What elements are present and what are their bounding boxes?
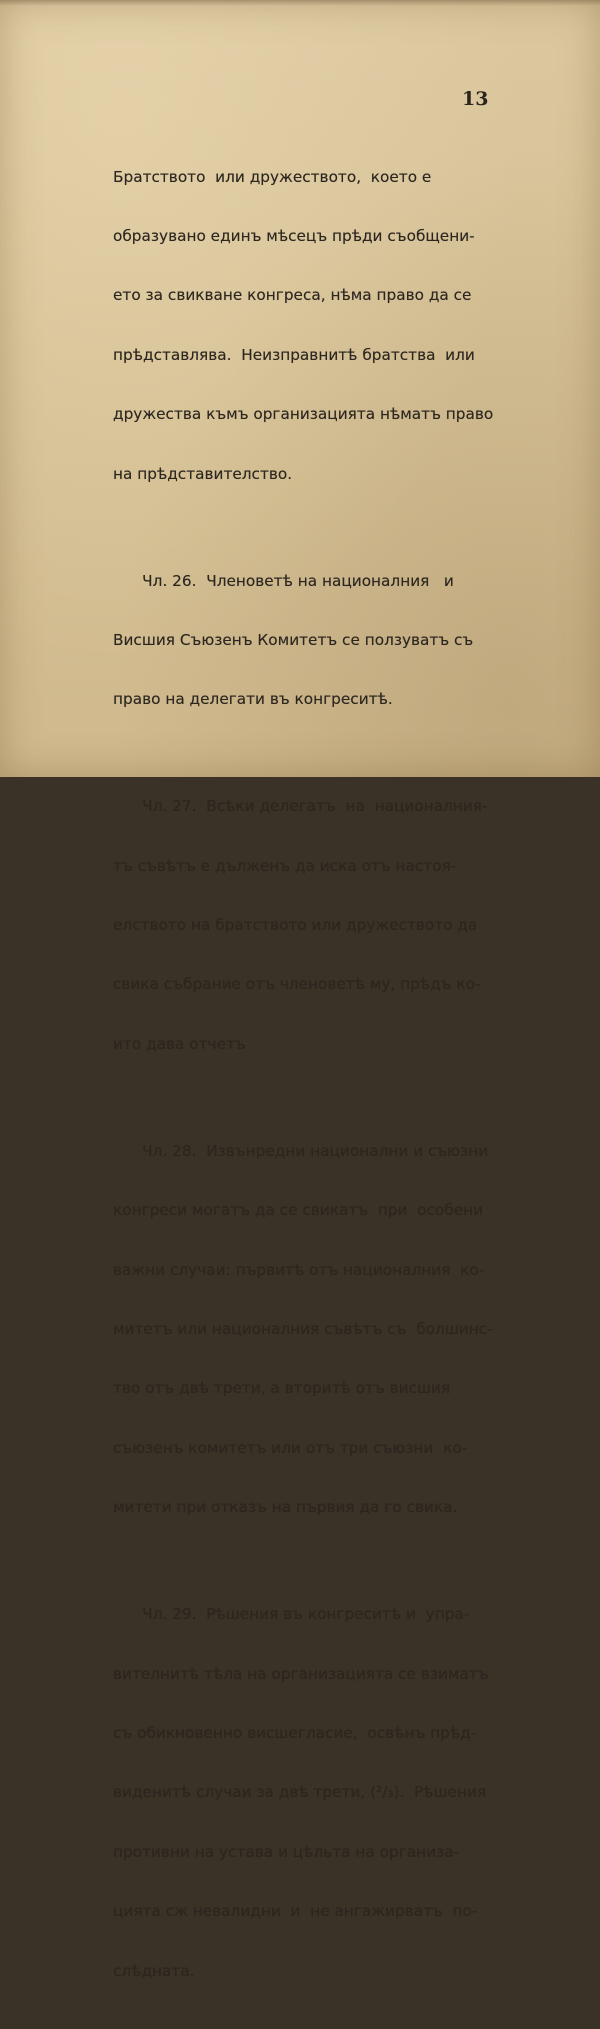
paragraph-article-29 — [113, 1566, 493, 2021]
text-line: тво отъ двѣ трети, а вторитѣ отъ висшия — [113, 1379, 451, 1398]
text-line: образувано единъ мѣсецъ прѣди съобщени- — [113, 226, 475, 245]
text-line: дружества къмъ организацията нѣматъ право — [113, 405, 494, 424]
body-text — [113, 128, 493, 2029]
paragraph-intro — [113, 128, 493, 524]
text-line: право на делегати въ конгреситѣ. — [113, 690, 393, 709]
text-line: цията сж невалидни и не ангажирватъ по- — [113, 1902, 478, 1921]
text-line: ето за свикване конгреса, нѣма право да се — [113, 286, 472, 305]
text-line: митетъ или националния съвѣтъ съ болшинс- — [113, 1320, 493, 1339]
text-line: Чл. 26. Членоветѣ на националния и — [113, 571, 454, 590]
text-line: Висшия Съюзенъ Комитетъ се ползуватъ съ — [113, 630, 474, 649]
text-line: тъ съвѣтъ е дълженъ да иска отъ настоя- — [113, 856, 457, 875]
text-line: конгреси могатъ да се свикатъ при особени — [113, 1201, 484, 1220]
text-line: елството на братството или дружеството да — [113, 916, 478, 935]
page-number: 13 — [462, 88, 489, 110]
paragraph-article-28 — [113, 1102, 493, 1557]
text-line: свика събрание отъ членоветѣ му, прѣдъ ко- — [113, 975, 481, 994]
text-line: противни на устава и цѣльта на организа- — [113, 1842, 460, 1861]
text-line: съ обикновенно висшегласие, освѣнъ прѣд- — [113, 1723, 477, 1742]
text-line: вителнитѣ тѣла на организацията се взиматъ — [113, 1664, 489, 1683]
text-line: прѣдставлява. Неизправнитѣ братства или — [113, 345, 475, 364]
page-edge-shadow — [0, 0, 600, 6]
paragraph-article-27 — [113, 758, 493, 1095]
text-line: Братството или дружеството, което е — [113, 167, 432, 186]
text-line: съюзенъ комитетъ или отъ три съюзни ко- — [113, 1438, 468, 1457]
text-line: Чл. 27. Всѣки делегатъ на националния- — [113, 797, 488, 816]
text-line: важни случаи: първитѣ отъ националния ко- — [113, 1260, 485, 1279]
text-line: Чл. 29. Рѣшения въ конгреситѣ и упра- — [113, 1605, 470, 1624]
text-line: на прѣдставителство. — [113, 464, 293, 483]
text-line: слѣдната. — [113, 1961, 195, 1980]
paragraph-article-26 — [113, 532, 493, 750]
text-line: виденитѣ случаи за двѣ трети, (²/₃). Рѣшения — [113, 1783, 487, 1802]
text-line: ито дава отчетъ — [113, 1034, 246, 1053]
text-line: Чл. 28. Извънредни национални и съюзни — [113, 1141, 489, 1160]
text-line: митети при отказъ на първия да го свика. — [113, 1498, 458, 1517]
